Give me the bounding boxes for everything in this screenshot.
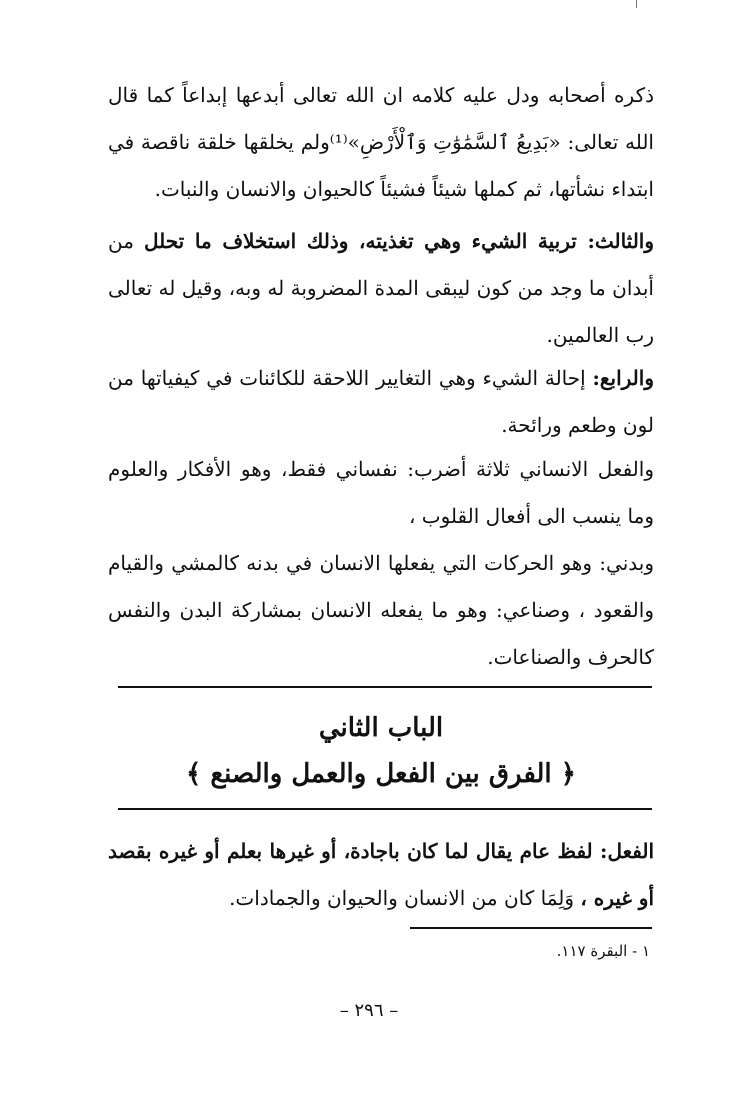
paragraph-third-meaning	[108, 218, 654, 359]
paragraph-creation-text: ذكره أصحابه ودل عليه كلامه ان الله تعالى أبدعها إبداعاً كما قال الله تعالى: «بَدِيعُ ٱلسَّمَٰوَٰتِ وَٱلْأَرْضِ»⁽¹⁾ولم يخلقها خلقة ناقصة في ابتداء نشأتها، ثم كملها شيئاً فشيئاً كالحيوان والانسان والنبات.	[108, 83, 654, 201]
paragraph-fourth-lead: والرابع:	[592, 366, 654, 390]
paragraph-third-lead: والثالث: تربية الشيء وهي تغذيته، وذلك استخلاف ما تحلل	[143, 229, 655, 253]
paragraph-fourth-meaning	[108, 355, 654, 449]
paragraph-definition-lead: الفعل: لفظ عام يقال لما كان باجادة، أو غيرها بعلم أو غيره بقصد أو غيره ،	[108, 839, 654, 910]
scan-mark	[636, 0, 637, 8]
footnote-rule	[410, 927, 652, 929]
paragraph-definition	[108, 828, 654, 922]
paragraph-creation	[108, 72, 654, 213]
paragraph-human-action-text: والفعل الانساني ثلاثة أضرب: نفساني فقط، وهو الأفكار والعلوم وما ينسب الى أفعال القلوب ،	[108, 457, 654, 528]
paragraph-definition-text: وَلِمَا كان من الانسان والحيوان والجمادات.	[229, 886, 581, 910]
chapter-rule-bottom	[118, 808, 652, 810]
page-number: – ٢٩٦ –	[339, 1000, 399, 1021]
chapter-subtitle: ﴿ الفرق بين الفعل والعمل والصنع ﴾	[186, 759, 576, 789]
footnote: ١ - البقرة ١١٧.	[556, 942, 650, 960]
chapter-title: الباب الثاني	[318, 713, 444, 743]
paragraph-bodily-action	[108, 540, 654, 681]
paragraph-human-action	[108, 446, 654, 540]
paragraph-bodily-action-text: وبدني: وهو الحركات التي يفعلها الانسان في بدنه كالمشي والقيام والقعود ، وصناعي: وهو ما يفعله الانسان بمشاركة البدن والنفس كالحرف والصناعات.	[108, 551, 654, 669]
paragraph-third-text: من أبدان ما وجد من كون ليبقى المدة المضروبة له وبه، وقيل له تعالى رب العالمين.	[108, 229, 654, 347]
paragraph-fourth-text: إحالة الشيء وهي التغايير اللاحقة للكائنات في كيفياتها من لون وطعم ورائحة.	[108, 366, 654, 437]
chapter-rule-top	[118, 686, 652, 688]
